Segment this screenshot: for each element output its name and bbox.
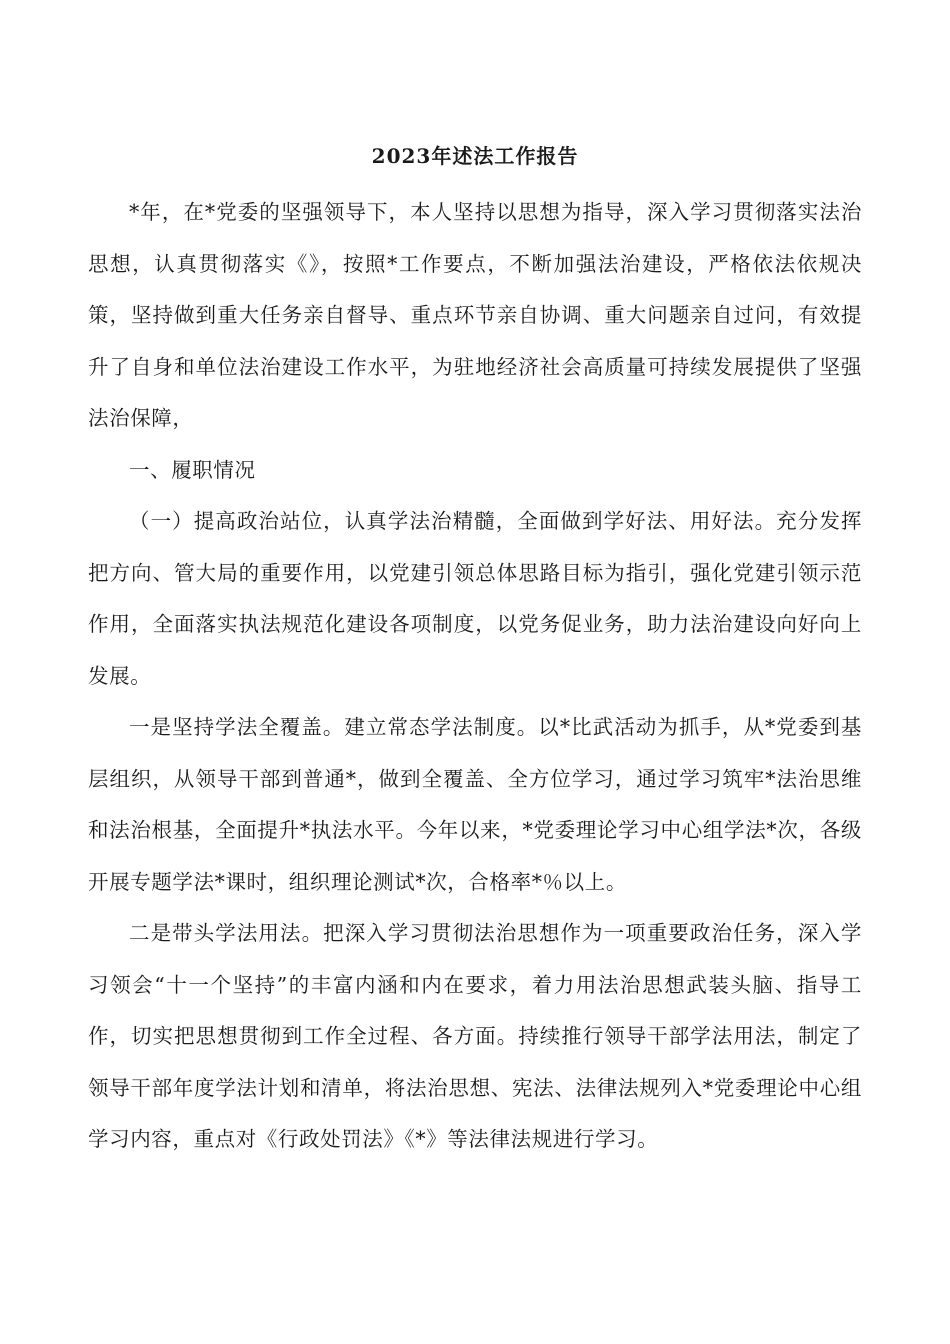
- body-paragraph: 二是带头学法用法。把深入学习贯彻法治思想作为一项重要政治任务，深入学习领会“十一个坚持”的丰富内涵和内在要求，着力用法治思想武装头脑、指导工作，切实把思想贯彻到工作全过程、各方面。持续推行领导干部学法用法，制定了领导干部年度学法计划和清单，将法治思想、宪法、法律法规列入*党委理论中心组学习内容，重点对《行政处罚法》《*》等法律法规进行学习。: [88, 921, 862, 1151]
- subsection-paragraph: （一）提高政治站位，认真学法治精髓，全面做到学好法、用好法。充分发挥把方向、管大局的重要作用，以党建引领总体思路目标为指引，强化党建引领示范作用，全面落实执法规范化建设各项制度，以党务促业务，助力法治建设向好向上发展。: [88, 509, 862, 688]
- document-title: 2023年述法工作报告: [371, 144, 579, 168]
- body-paragraph: 一是坚持学法全覆盖。建立常态学法制度。以*比武活动为抓手，从*党委到基层组织，从领导干部到普通*，做到全覆盖、全方位学习，通过学习筑牢*法治思维和法治根基，全面提升*执法水平。今年以来，*党委理论学习中心组学法*次，各级开展专题学法*课时，组织理论测试*次，合格率*％以上。: [88, 715, 862, 894]
- document-body: [88, 187, 862, 1166]
- intro-paragraph: *年，在*党委的坚强领导下，本人坚持以思想为指导，深入学习贯彻落实法治思想，认真贯彻落实《》，按照*工作要点，不断加强法治建设，严格依法依规决策，坚持做到重大任务亲自督导、重点环节亲自协调、重大问题亲自过问，有效提升了自身和单位法治建设工作水平，为驻地经济社会高质量可持续发展提供了坚强法治保障，: [88, 200, 862, 430]
- section-heading: 一、履职情况: [129, 457, 256, 482]
